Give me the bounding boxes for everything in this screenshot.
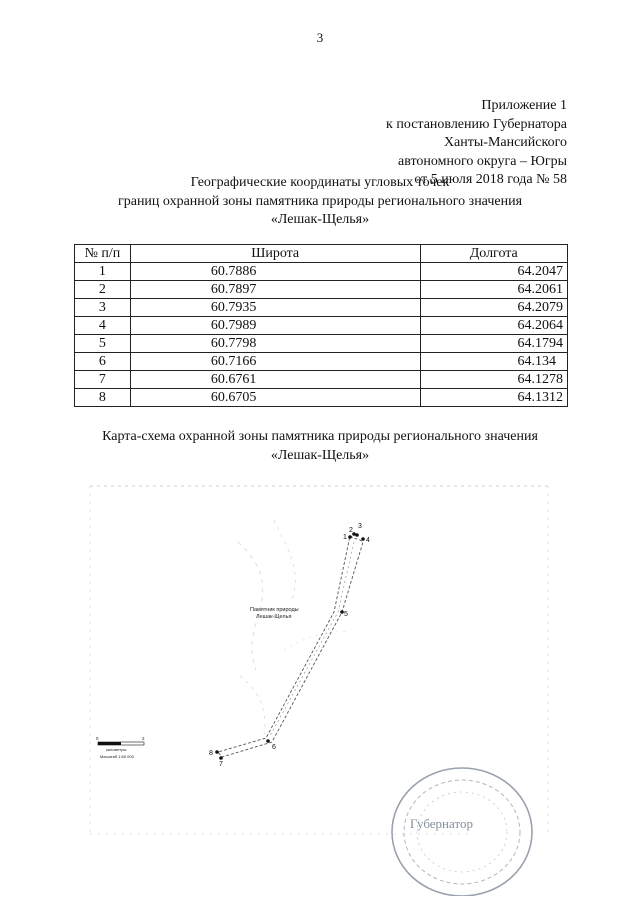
header-longitude: Долгота — [420, 245, 568, 263]
appendix-line: Ханты-Мансийского — [443, 135, 567, 150]
table-row — [75, 335, 568, 353]
cell-longitude: 64.134 — [420, 353, 568, 371]
point-label: 7 — [219, 761, 223, 768]
header-latitude: Широта — [130, 245, 420, 263]
seal-outer-ring — [392, 768, 532, 896]
boundary-point — [266, 739, 270, 743]
cell-latitude: 60.6705 — [130, 389, 420, 407]
header-number: № п/п — [75, 245, 131, 263]
cell-number: 5 — [75, 335, 131, 353]
map-feature-label: Лешак-Щелья — [256, 614, 292, 620]
coordinates-title-line: Географические координаты угловых точек — [190, 175, 450, 190]
appendix-line: к постановлению Губернатора — [386, 116, 567, 132]
map-contour-line — [274, 520, 295, 600]
table-row — [75, 371, 568, 389]
map-feature-label: Памятник природы — [250, 607, 299, 613]
official-seal — [380, 762, 550, 896]
point-label: 2 — [349, 527, 353, 534]
coordinates-table — [74, 244, 568, 407]
map-title-line: «Лешак-Щелья» — [270, 447, 370, 463]
cell-longitude: 64.1312 — [420, 389, 568, 407]
cell-longitude: 64.1794 — [420, 335, 568, 353]
point-label: 6 — [272, 744, 276, 751]
protected-zone-inner-line — [270, 542, 354, 736]
coordinates-title-line: «Лешак-Щелья» — [270, 212, 370, 227]
scale-units-label: километры — [106, 747, 127, 752]
cell-number: 7 — [75, 371, 131, 389]
boundary-point — [348, 535, 352, 539]
seal-center-ring — [417, 792, 507, 872]
point-label: 3 — [358, 523, 362, 530]
cell-latitude: 60.7897 — [130, 281, 420, 299]
map-contour-line — [238, 542, 263, 670]
scale-start-label: 0 — [96, 736, 99, 741]
point-label: 1 — [343, 534, 347, 541]
map-contour-line — [284, 632, 350, 650]
cell-latitude: 60.7166 — [130, 353, 420, 371]
point-label: 4 — [366, 537, 370, 544]
map-title-line: Карта-схема охранной зоны памятника природы регионального значения — [102, 429, 538, 444]
scale-bar — [96, 736, 145, 759]
seal-text: Губернатор — [410, 816, 473, 831]
appendix-line: автономного округа – Югры — [398, 153, 567, 169]
cell-longitude: 64.2079 — [420, 299, 568, 317]
table-header-row — [75, 245, 568, 263]
cell-number: 1 — [75, 263, 131, 281]
table-row — [75, 299, 568, 317]
scale-bar-segment — [98, 742, 121, 745]
seal-inner-ring — [404, 780, 520, 884]
cell-number: 8 — [75, 389, 131, 407]
cell-latitude: 60.7798 — [130, 335, 420, 353]
cell-number: 3 — [75, 299, 131, 317]
cell-longitude: 64.2047 — [420, 263, 568, 281]
table-row — [75, 353, 568, 371]
cell-number: 2 — [75, 281, 131, 299]
table-row — [75, 263, 568, 281]
seal-graphic — [380, 762, 550, 896]
table-row — [75, 317, 568, 335]
cell-longitude: 64.2064 — [420, 317, 568, 335]
boundary-point — [219, 756, 223, 760]
appendix-line: Приложение 1 — [481, 98, 567, 113]
cell-latitude: 60.7935 — [130, 299, 420, 317]
cell-longitude: 64.2061 — [420, 281, 568, 299]
appendix-line: от 5 июля 2018 года № 58 — [414, 172, 567, 187]
scale-end-label: 2 — [142, 736, 145, 741]
cell-number: 6 — [75, 353, 131, 371]
boundary-point — [361, 537, 365, 541]
cell-number: 4 — [75, 317, 131, 335]
point-label: 5 — [344, 611, 348, 618]
boundary-point — [215, 750, 219, 754]
boundary-point — [355, 533, 359, 537]
scale-ratio-label: Масштаб 1:65 000 — [100, 754, 134, 759]
cell-longitude: 64.1278 — [420, 371, 568, 389]
cell-latitude: 60.7886 — [130, 263, 420, 281]
table-row — [75, 389, 568, 407]
coordinates-title — [0, 174, 640, 230]
page-number: 3 — [316, 30, 324, 45]
cell-latitude: 60.7989 — [130, 317, 420, 335]
cell-latitude: 60.6761 — [130, 371, 420, 389]
map-title — [0, 428, 640, 465]
table-row — [75, 281, 568, 299]
coordinates-title-line: границ охранной зоны памятника природы регионального значения — [117, 193, 523, 209]
map-contour-line — [240, 676, 265, 735]
point-label: 8 — [209, 750, 213, 757]
